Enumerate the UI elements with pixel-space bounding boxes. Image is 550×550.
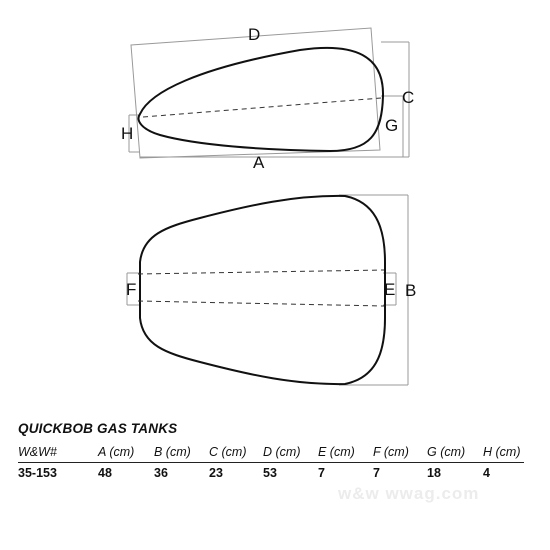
column-header: D (cm) xyxy=(263,445,301,459)
column-header: C (cm) xyxy=(209,445,247,459)
table-cell: 35-153 xyxy=(18,466,57,480)
column-header: E (cm) xyxy=(318,445,355,459)
table-cell: 48 xyxy=(98,466,112,480)
column-header: A (cm) xyxy=(98,445,135,459)
label-e: E xyxy=(384,280,396,299)
dimension-d-box xyxy=(131,28,380,158)
table-row xyxy=(18,463,524,483)
label-h: H xyxy=(121,124,134,143)
table-cell: 7 xyxy=(373,466,380,480)
table-cell: 18 xyxy=(427,466,441,480)
column-header: G (cm) xyxy=(427,445,466,459)
table-cell: 53 xyxy=(263,466,277,480)
column-header: W&W# xyxy=(18,445,57,459)
side-view-centerline xyxy=(143,98,381,117)
column-header: B (cm) xyxy=(154,445,191,459)
label-g: G xyxy=(385,116,399,135)
column-header: H (cm) xyxy=(483,445,521,459)
label-d: D xyxy=(248,25,261,44)
table-header-row xyxy=(18,442,524,463)
side-view-tank-outline xyxy=(139,48,383,151)
table-cell: 23 xyxy=(209,466,223,480)
top-view-dashed-line xyxy=(138,270,384,274)
label-b: B xyxy=(405,281,417,300)
spec-table-title: QUICKBOB GAS TANKS xyxy=(18,421,178,436)
watermark: w&w wwag.com xyxy=(338,484,480,503)
label-f: F xyxy=(126,280,137,299)
top-view-tank-outline xyxy=(140,196,385,384)
spec-table xyxy=(18,442,524,483)
table-cell: 7 xyxy=(318,466,325,480)
table-cell: 36 xyxy=(154,466,168,480)
top-view xyxy=(127,195,408,385)
top-view-dashed-line xyxy=(138,301,384,306)
label-c: C xyxy=(402,88,415,107)
column-header: F (cm) xyxy=(373,445,409,459)
label-a: A xyxy=(253,153,265,172)
table-cell: 4 xyxy=(483,466,490,480)
